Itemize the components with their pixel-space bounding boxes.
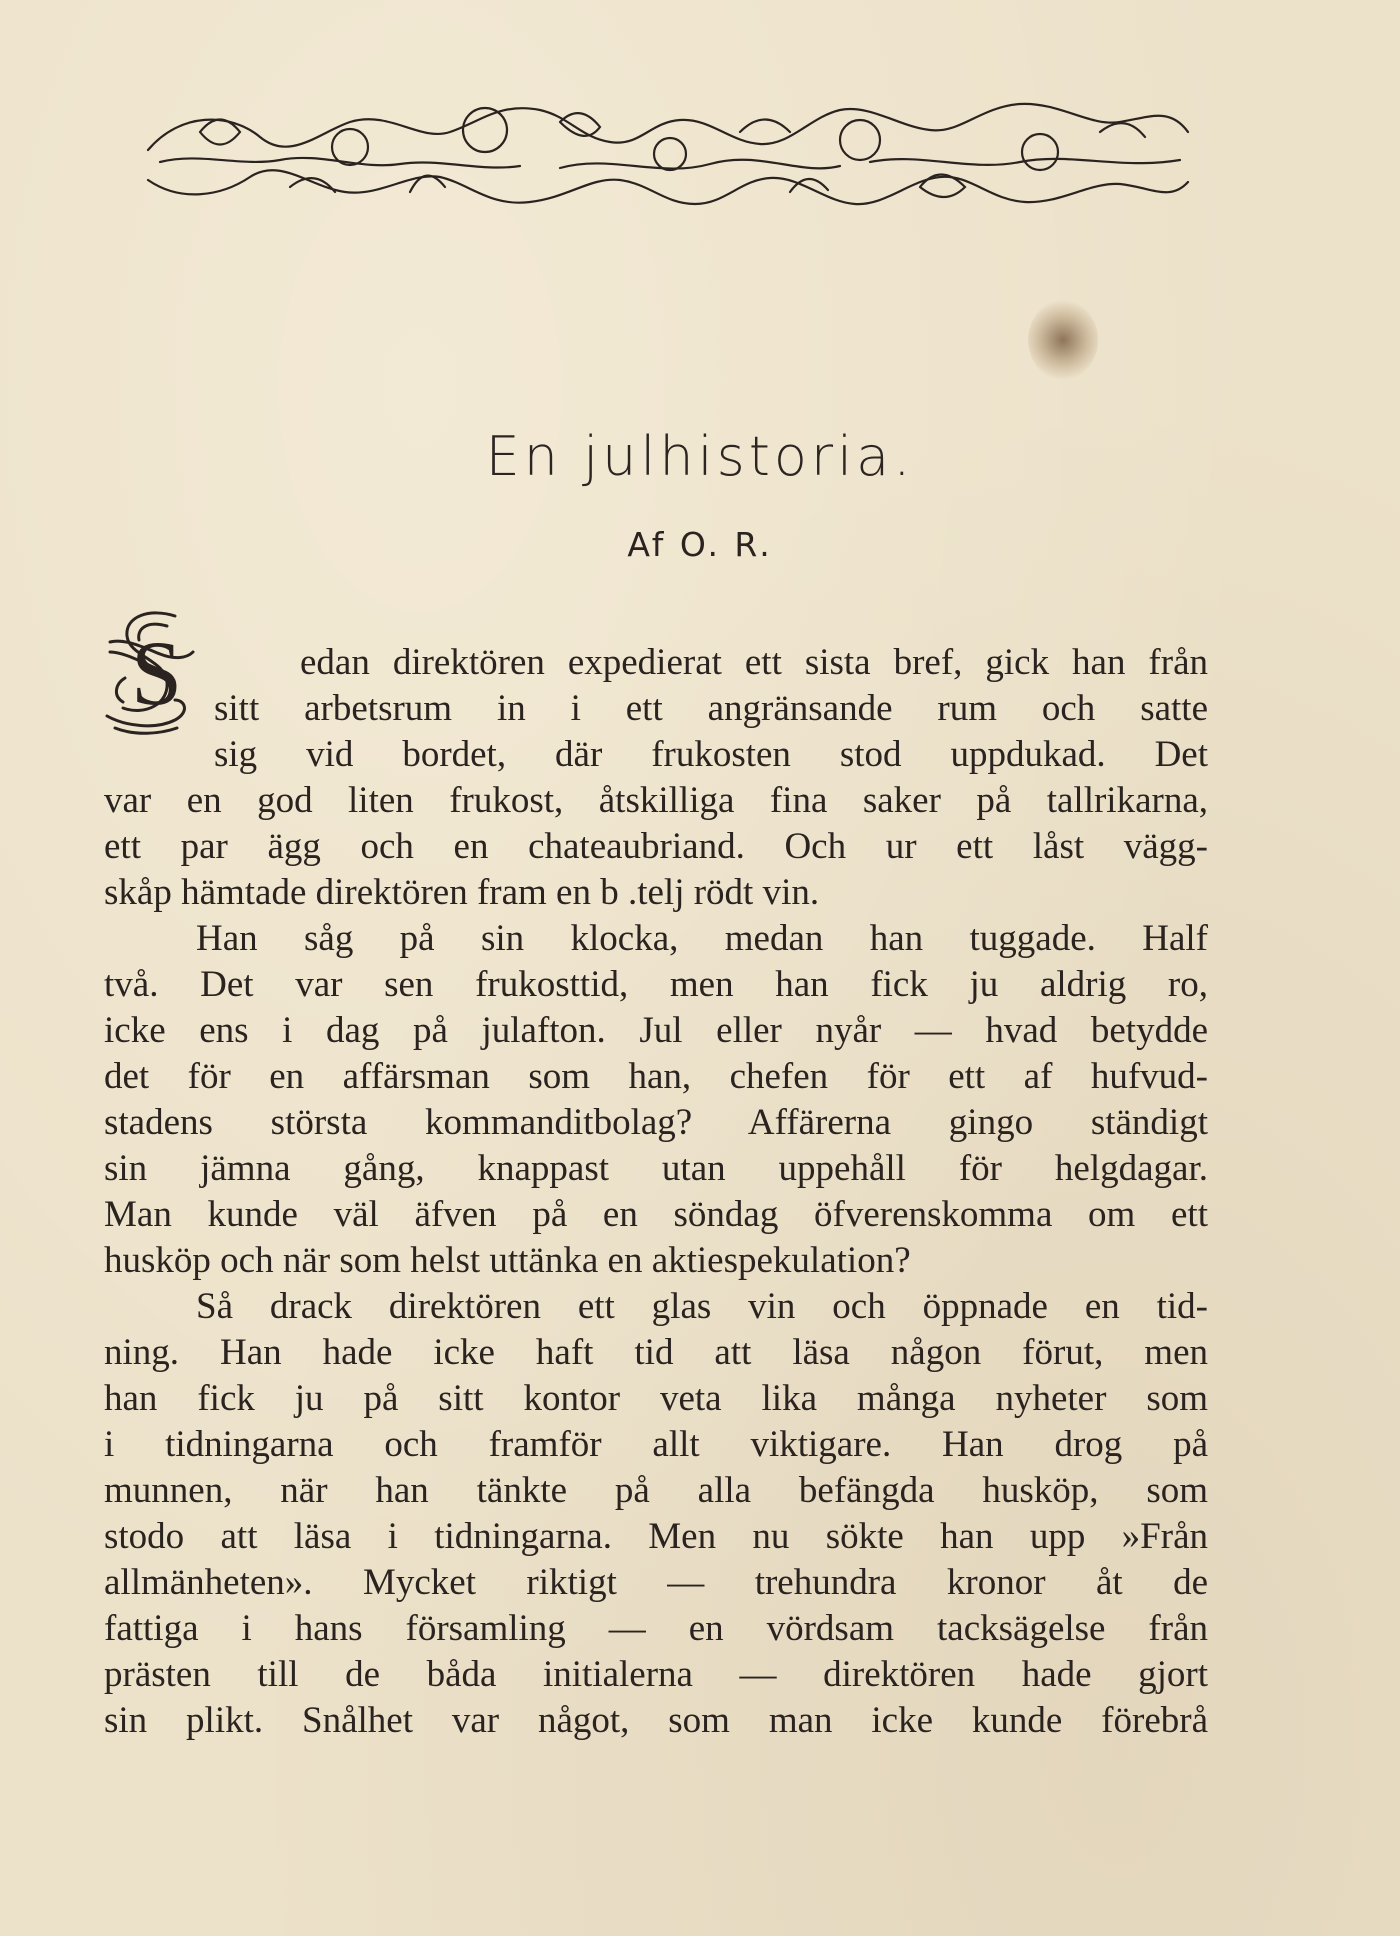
story-title: En julhistoria.: [485, 425, 915, 488]
author-byline: Af O. R.: [627, 525, 773, 564]
text-line: sin plikt. Snålhet var något, som man icke kunde förebrå: [104, 1700, 1208, 1741]
drop-cap-letter: S: [131, 622, 183, 724]
text-line: Man kunde väl äfven på en söndag öfverenskomma om ett: [104, 1194, 1208, 1235]
text-line: det för en affärsman som han, chefen för ett af hufvud-: [104, 1056, 1208, 1097]
text-line: sitt arbetsrum in i ett angränsande rum och satte: [214, 688, 1208, 729]
text-line: i tidningarna och framför allt viktigare. Han drog på: [104, 1424, 1208, 1465]
text-line: skåp hämtade direktören fram en b .telj rödt vin.: [104, 872, 820, 913]
paper-stain: [1028, 300, 1098, 380]
text-line: sin jämna gång, knappast utan uppehåll för helgdagar.: [104, 1148, 1208, 1189]
text-line: Han såg på sin klocka, medan han tuggade. Half: [196, 918, 1208, 959]
text-line: husköp och när som helst uttänka en aktiespekulation?: [104, 1240, 911, 1281]
text-line: prästen till de båda initialerna — direktören hade gjort: [104, 1654, 1208, 1695]
drop-cap-s-ornament: [105, 608, 195, 740]
text-line: var en god liten frukost, åtskilliga fina saker på tallrikarna,: [104, 780, 1208, 821]
text-line: munnen, när han tänkte på alla befängda husköp, som: [104, 1470, 1208, 1511]
text-line: två. Det var sen frukosttid, men han fick ju aldrig ro,: [104, 964, 1208, 1005]
text-line: ett par ägg och en chateaubriand. Och ur ett låst vägg-: [104, 826, 1208, 867]
text-line: edan direktören expedierat ett sista bref, gick han från: [300, 642, 1208, 683]
text-line: stodo att läsa i tidningarna. Men nu sökte han upp »Från: [104, 1516, 1208, 1557]
text-line: stadens största kommanditbolag? Affärerna gingo ständigt: [104, 1102, 1208, 1143]
text-line: sig vid bordet, där frukosten stod uppdukad. Det: [214, 734, 1208, 775]
text-line: han fick ju på sitt kontor veta lika många nyheter som: [104, 1378, 1208, 1419]
text-line: fattiga i hans församling — en vördsam tacksägelse från: [104, 1608, 1208, 1649]
text-line: Så drack direktören ett glas vin och öppnade en tid-: [196, 1286, 1208, 1327]
text-line: icke ens i dag på julafton. Jul eller nyår — hvad betydde: [104, 1010, 1208, 1051]
floral-ornament-header: [140, 92, 1195, 217]
text-line: ning. Han hade icke haft tid att läsa någon förut, men: [104, 1332, 1208, 1373]
text-line: allmänheten». Mycket riktigt — trehundra kronor åt de: [104, 1562, 1208, 1603]
